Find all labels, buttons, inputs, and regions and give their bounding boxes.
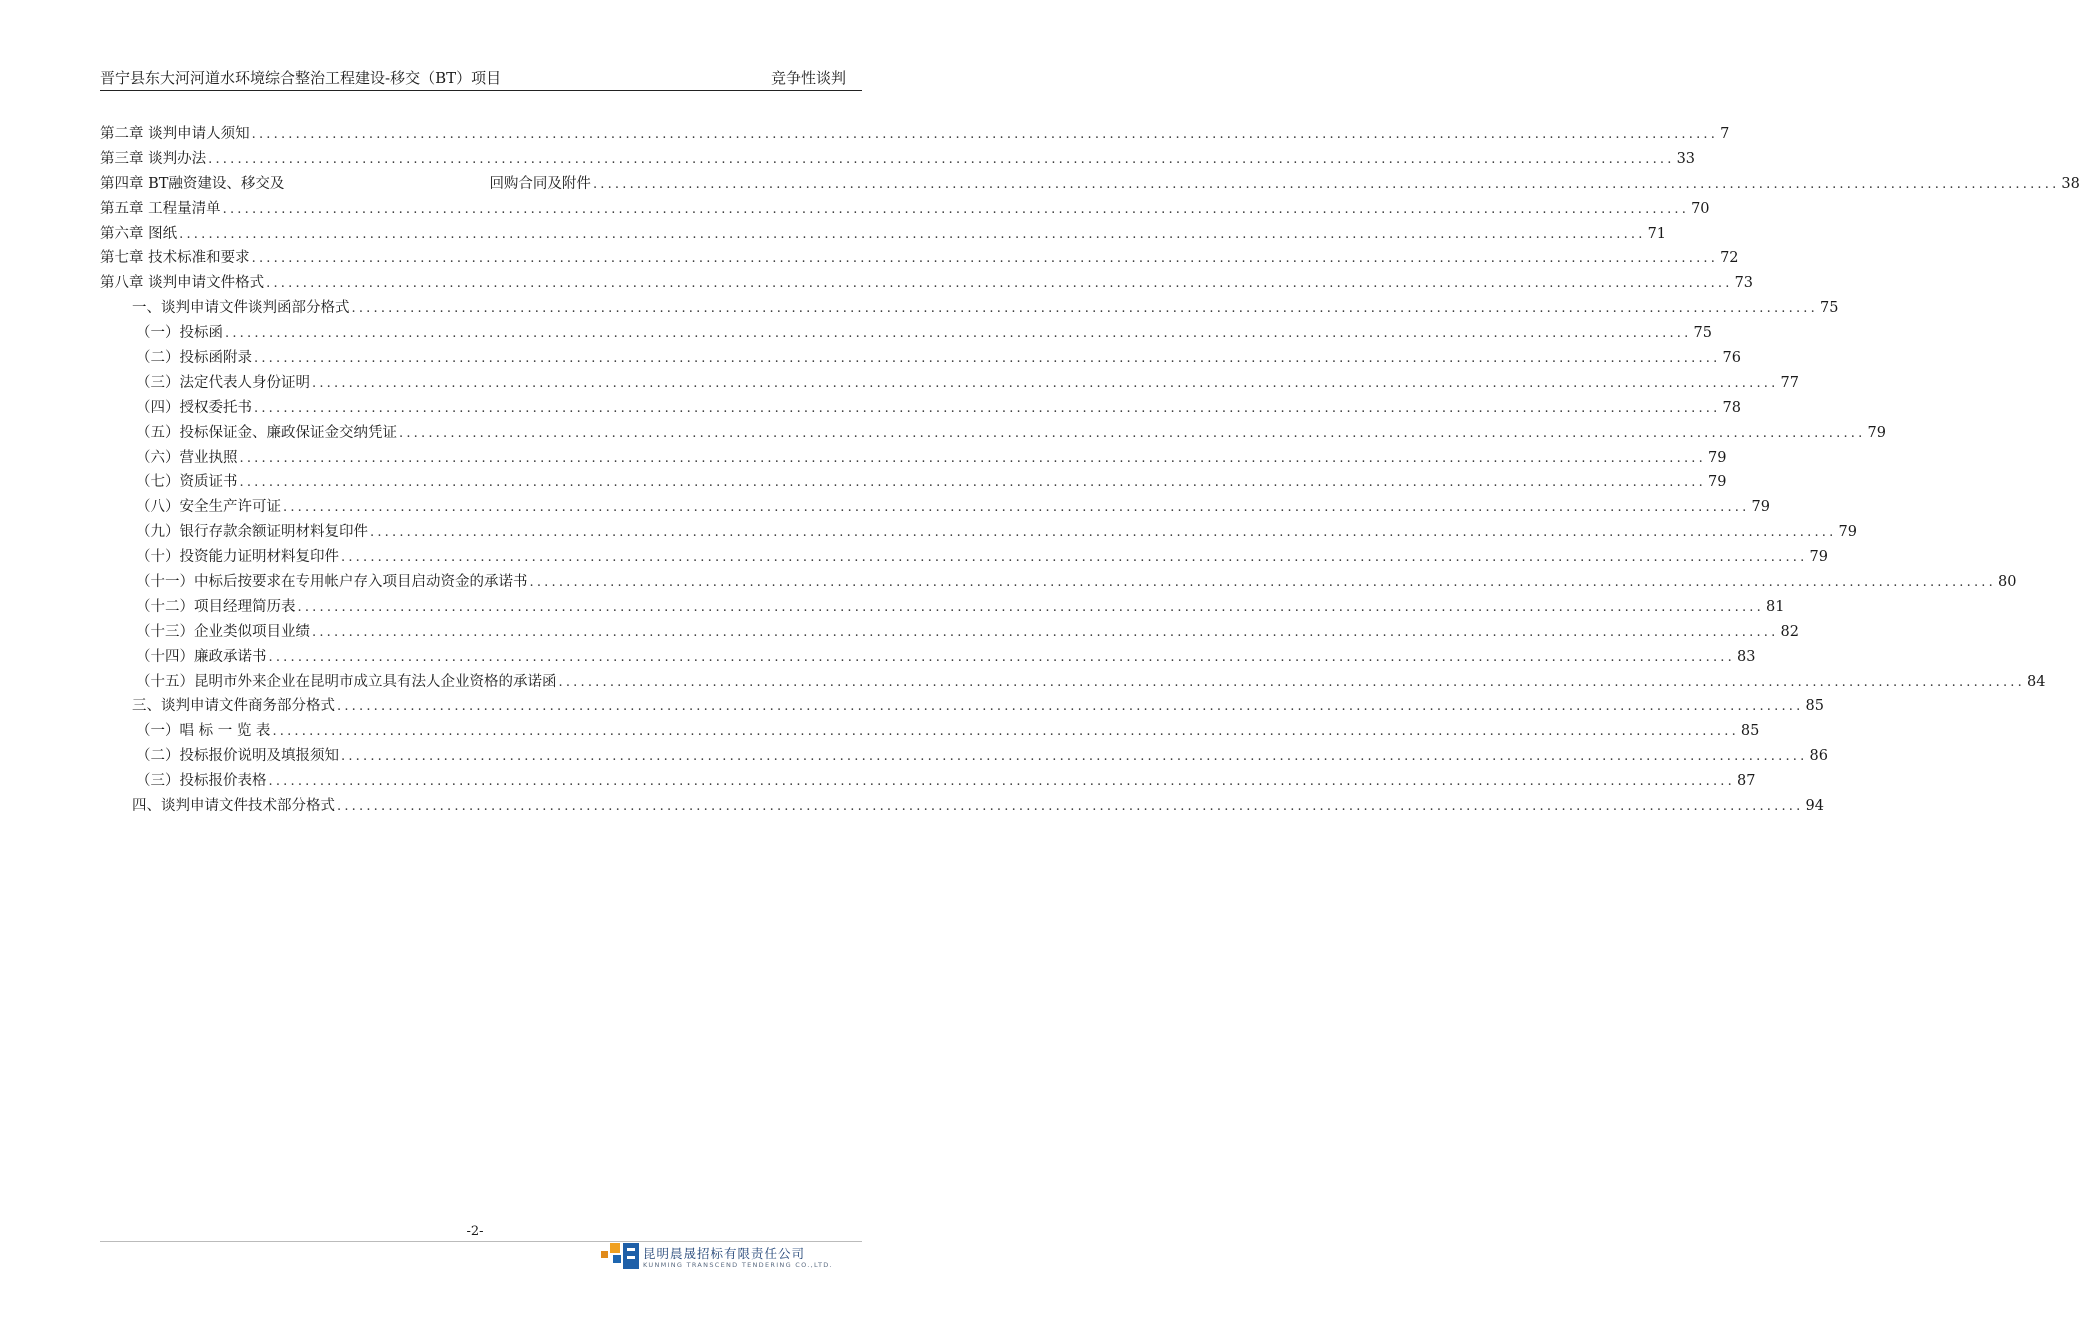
toc-entry-title: （六）营业执照 xyxy=(136,449,238,466)
toc-entry-page: 94 xyxy=(1805,798,1824,815)
toc-leader-dots: ........................................................................................................................................................................................................ xyxy=(592,176,2060,192)
toc-entry-title: （十二）项目经理简历表 xyxy=(136,598,296,615)
toc-entry-title: （四）授权委托书 xyxy=(136,399,252,416)
toc-entry[interactable] xyxy=(100,794,1824,819)
toc-entry-page: 7 xyxy=(1720,126,1730,142)
toc-leader-dots: ........................................................................................................................................................................................................ xyxy=(179,226,1646,242)
toc-entry[interactable] xyxy=(100,620,1799,645)
procurement-type: 竞争性谈判 xyxy=(770,69,846,87)
toc-entry-page: 85 xyxy=(1805,698,1824,715)
toc-entry[interactable] xyxy=(100,570,2017,595)
toc-entry-page: 82 xyxy=(1780,623,1799,640)
toc-entry-page: 79 xyxy=(1809,549,1828,566)
toc-entry[interactable] xyxy=(100,222,1667,247)
toc-leader-dots: ........................................................................................................................................................................................................ xyxy=(251,251,1719,267)
company-name-cn: 昆明晨晟招标有限责任公司 xyxy=(643,1246,806,1261)
toc-entry-page: 76 xyxy=(1722,350,1741,367)
toc-entry[interactable] xyxy=(100,421,1886,446)
toc-entry[interactable] xyxy=(100,172,2080,197)
toc-leader-dots: ........................................................................................................................................................................................................ xyxy=(529,575,1996,591)
toc-leader-dots: ........................................................................................................................................................................................................ xyxy=(268,649,1735,665)
toc-entry-title: 第六章 图纸 xyxy=(100,225,178,242)
toc-entry[interactable] xyxy=(100,246,1739,271)
toc-entry-title: 三、谈判申请文件商务部分格式 xyxy=(132,698,335,715)
company-logo-icon xyxy=(601,1243,641,1277)
toc-entry-page: 72 xyxy=(1720,250,1739,267)
toc-entry[interactable] xyxy=(100,670,2046,695)
toc-leader-dots: ........................................................................................................................................................................................................ xyxy=(266,276,1733,292)
toc-entry-title: 一、谈判申请文件谈判函部分格式 xyxy=(132,300,350,317)
toc-leader-dots: ........................................................................................................................................................................................................ xyxy=(254,351,1721,367)
toc-entry-page: 38 xyxy=(2061,175,2080,192)
toc-entry-title: （十四）廉政承诺书 xyxy=(136,648,267,665)
toc-entry-page: 79 xyxy=(1867,424,1886,441)
toc-entry[interactable] xyxy=(100,197,1710,222)
toc-entry[interactable] xyxy=(100,495,1770,520)
toc-entry-title: 第三章 谈判办法 xyxy=(100,150,207,167)
toc-entry-title: （七）资质证书 xyxy=(136,474,238,491)
toc-leader-dots: ........................................................................................................................................................................................................ xyxy=(222,201,1690,217)
toc-leader-dots: ........................................................................................................................................................................................................ xyxy=(337,799,1804,815)
toc-entry-page: 77 xyxy=(1780,374,1799,391)
toc-entry[interactable] xyxy=(100,396,1741,421)
toc-entry[interactable] xyxy=(100,719,1760,744)
toc-entry-title: （一）投标函 xyxy=(136,325,223,342)
toc-entry[interactable] xyxy=(100,470,1727,495)
page-number: -2- xyxy=(466,1224,484,1239)
toc-entry[interactable] xyxy=(100,371,1799,396)
toc-leader-dots: ........................................................................................................................................................................................................ xyxy=(558,674,2025,690)
toc-entry-title: 第二章 谈判申请人须知 xyxy=(100,126,250,142)
toc-entry-page: 71 xyxy=(1647,225,1667,242)
page-header xyxy=(100,68,862,91)
toc-leader-dots: ........................................................................................................................................................................................................ xyxy=(351,301,1818,317)
document-title: 晋宁县东大河河道水环境综合整治工程建设-移交（BT）项目 xyxy=(100,69,502,87)
toc-entry[interactable] xyxy=(100,321,1712,346)
toc-entry[interactable] xyxy=(100,147,1696,172)
toc-leader-dots: ........................................................................................................................................................................................................ xyxy=(254,400,1721,416)
toc-entry[interactable] xyxy=(100,271,1754,296)
toc-entry-page: 79 xyxy=(1707,449,1727,466)
toc-entry[interactable] xyxy=(100,769,1756,794)
toc-entry[interactable] xyxy=(100,122,1730,147)
toc-entry[interactable] xyxy=(100,645,1756,670)
toc-entry-title: 第五章 工程量清单 xyxy=(100,200,221,217)
toc-leader-dots: ........................................................................................................................................................................................................ xyxy=(312,375,1779,391)
toc-leader-dots: ........................................................................................................................................................................................................ xyxy=(268,774,1735,790)
toc-entry-page: 79 xyxy=(1838,524,1857,541)
toc-entry-title: （十三）企业类似项目业绩 xyxy=(136,623,310,640)
toc-leader-dots: ........................................................................................................................................................................................................ xyxy=(399,425,1866,441)
toc-leader-dots: ........................................................................................................................................................................................................ xyxy=(239,450,1706,466)
toc-leader-dots: ........................................................................................................................................................................................................ xyxy=(239,475,1706,491)
toc-entry-title: 第七章 技术标准和要求 xyxy=(100,250,250,267)
toc-entry-page: 87 xyxy=(1736,773,1756,790)
toc-leader-dots: ........................................................................................................................................................................................................ xyxy=(283,500,1750,516)
toc-leader-dots: ........................................................................................................................................................................................................ xyxy=(251,127,1719,142)
toc-entry-title: （八）安全生产许可证 xyxy=(136,499,281,516)
toc-entry-title: （十五）昆明市外来企业在昆明市成立具有法人企业资格的承诺函 xyxy=(136,673,557,690)
toc-entry-page: 84 xyxy=(2026,673,2046,690)
toc-leader-dots: ........................................................................................................................................................................................................ xyxy=(341,550,1808,566)
toc-entry-page: 78 xyxy=(1722,399,1741,416)
toc-entry-title: （三）法定代表人身份证明 xyxy=(136,374,310,391)
toc-entry-page: 75 xyxy=(1693,325,1712,342)
toc-entry[interactable] xyxy=(100,296,1839,321)
toc-entry-title: 第四章 BT融资建设、移交及 回购合同及附件 xyxy=(100,175,591,192)
toc-entry-title: （二）投标报价说明及填报须知 xyxy=(136,748,339,765)
toc-leader-dots: ........................................................................................................................................................................................................ xyxy=(225,326,1692,342)
toc-entry-title: 四、谈判申请文件技术部分格式 xyxy=(132,798,335,815)
toc-entry-page: 83 xyxy=(1736,648,1756,665)
toc-entry-title: （十一）中标后按要求在专用帐户存入项目启动资金的承诺书 xyxy=(136,574,528,591)
toc-leader-dots: ........................................................................................................................................................................................................ xyxy=(297,599,1764,615)
toc-leader-dots: ........................................................................................................................................................................................................ xyxy=(272,724,1739,740)
toc-entry-page: 70 xyxy=(1691,200,1710,217)
toc-leader-dots: ........................................................................................................................................................................................................ xyxy=(312,624,1779,640)
toc-entry-page: 86 xyxy=(1809,748,1828,765)
toc-leader-dots: ........................................................................................................................................................................................................ xyxy=(208,151,1675,167)
toc-entry-page: 81 xyxy=(1765,598,1785,615)
toc-entry-page: 80 xyxy=(1997,574,2017,591)
toc-entry-title: 第八章 谈判申请文件格式 xyxy=(100,275,265,292)
toc-entry-page: 75 xyxy=(1819,300,1839,317)
toc-leader-dots: ........................................................................................................................................................................................................ xyxy=(370,525,1837,541)
company-name-en: KUNMING TRANSCEND TENDERING CO.,LTD. xyxy=(643,1261,833,1269)
toc-entry-title: （二）投标函附录 xyxy=(136,350,252,367)
toc-entry[interactable] xyxy=(100,694,1824,719)
footer-divider xyxy=(100,1241,862,1242)
toc-entry-title: （五）投标保证金、廉政保证金交纳凭证 xyxy=(136,424,397,441)
toc-entry-title: （十）投资能力证明材料复印件 xyxy=(136,549,339,566)
toc-entry[interactable] xyxy=(100,545,1828,570)
toc-entry-page: 85 xyxy=(1740,723,1760,740)
toc-entry-page: 79 xyxy=(1707,474,1727,491)
table-of-contents xyxy=(100,122,2080,819)
toc-entry[interactable] xyxy=(100,346,1741,371)
toc-entry[interactable] xyxy=(100,744,1828,769)
toc-entry[interactable] xyxy=(100,446,1727,471)
toc-leader-dots: ........................................................................................................................................................................................................ xyxy=(341,749,1808,765)
toc-entry-title: （一）唱 标 一 览 表 xyxy=(136,723,271,740)
toc-entry[interactable] xyxy=(100,595,1785,620)
toc-entry[interactable] xyxy=(100,520,1857,545)
toc-leader-dots: ........................................................................................................................................................................................................ xyxy=(337,699,1804,715)
toc-entry-page: 79 xyxy=(1751,499,1770,516)
toc-entry-page: 33 xyxy=(1676,150,1696,167)
toc-entry-title: （九）银行存款余额证明材料复印件 xyxy=(136,524,368,541)
company-name xyxy=(643,1246,833,1270)
toc-entry-page: 73 xyxy=(1734,275,1754,292)
toc-entry-title: （三）投标报价表格 xyxy=(136,773,267,790)
